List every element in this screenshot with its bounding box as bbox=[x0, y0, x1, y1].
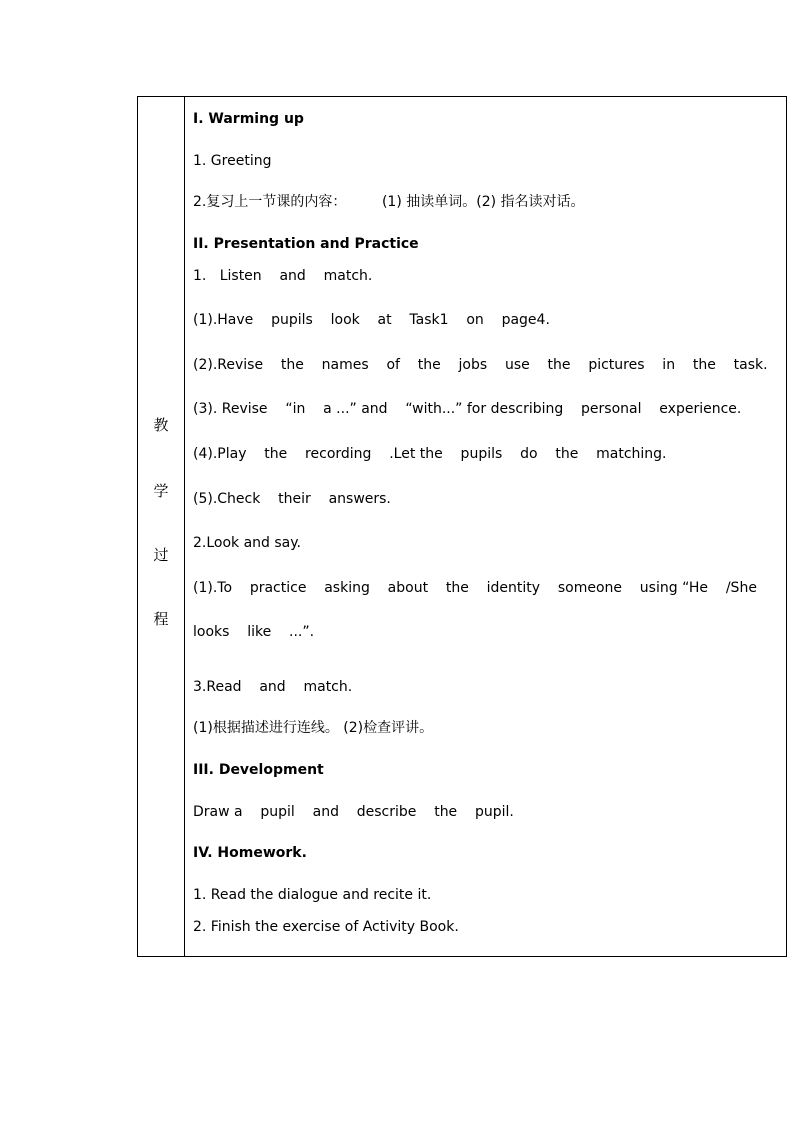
content-line: 2.复习上一节课的内容： (1) 抽读单词。(2) 指名读对话。 bbox=[193, 194, 585, 210]
side-label-char: 程 bbox=[153, 610, 169, 628]
content-line: 2. Finish the exercise of Activity Book. bbox=[193, 919, 459, 935]
content-line: (3). Revise “in a ...” and “with...” for describing personal experience. bbox=[193, 401, 742, 417]
content-line: 1. Read the dialogue and recite it. bbox=[193, 887, 432, 903]
section-heading: I. Warming up bbox=[193, 111, 304, 127]
column-divider bbox=[184, 97, 185, 956]
content-line: (1).To practice asking about the identity someone using “He /She bbox=[193, 580, 757, 596]
section-heading: II. Presentation and Practice bbox=[193, 236, 419, 252]
content-line: Draw a pupil and describe the pupil. bbox=[193, 804, 514, 820]
content-line: 3.Read and match. bbox=[193, 679, 353, 695]
section-heading: IV. Homework. bbox=[193, 845, 307, 861]
section-heading: III. Development bbox=[193, 762, 324, 778]
content-line: (4).Play the recording .Let the pupils do the matching. bbox=[193, 446, 667, 462]
lesson-table bbox=[137, 96, 787, 957]
content-line: (2).Revise the names of the jobs use the pictures in the task. bbox=[193, 357, 768, 373]
content-line: 1. Listen and match. bbox=[193, 268, 373, 284]
content-line: 1. Greeting bbox=[193, 153, 272, 169]
content-line: 2.Look and say. bbox=[193, 535, 302, 551]
side-label-char: 学 bbox=[153, 482, 169, 500]
side-label-char: 过 bbox=[153, 546, 169, 564]
content-line: looks like ...”. bbox=[193, 624, 315, 640]
content-line: (1)根据描述进行连线。 (2)检查评讲。 bbox=[193, 720, 434, 736]
side-label-char: 教 bbox=[153, 416, 169, 434]
content-line: (5).Check their answers. bbox=[193, 491, 391, 507]
content-line: (1).Have pupils look at Task1 on page4. bbox=[193, 312, 550, 328]
